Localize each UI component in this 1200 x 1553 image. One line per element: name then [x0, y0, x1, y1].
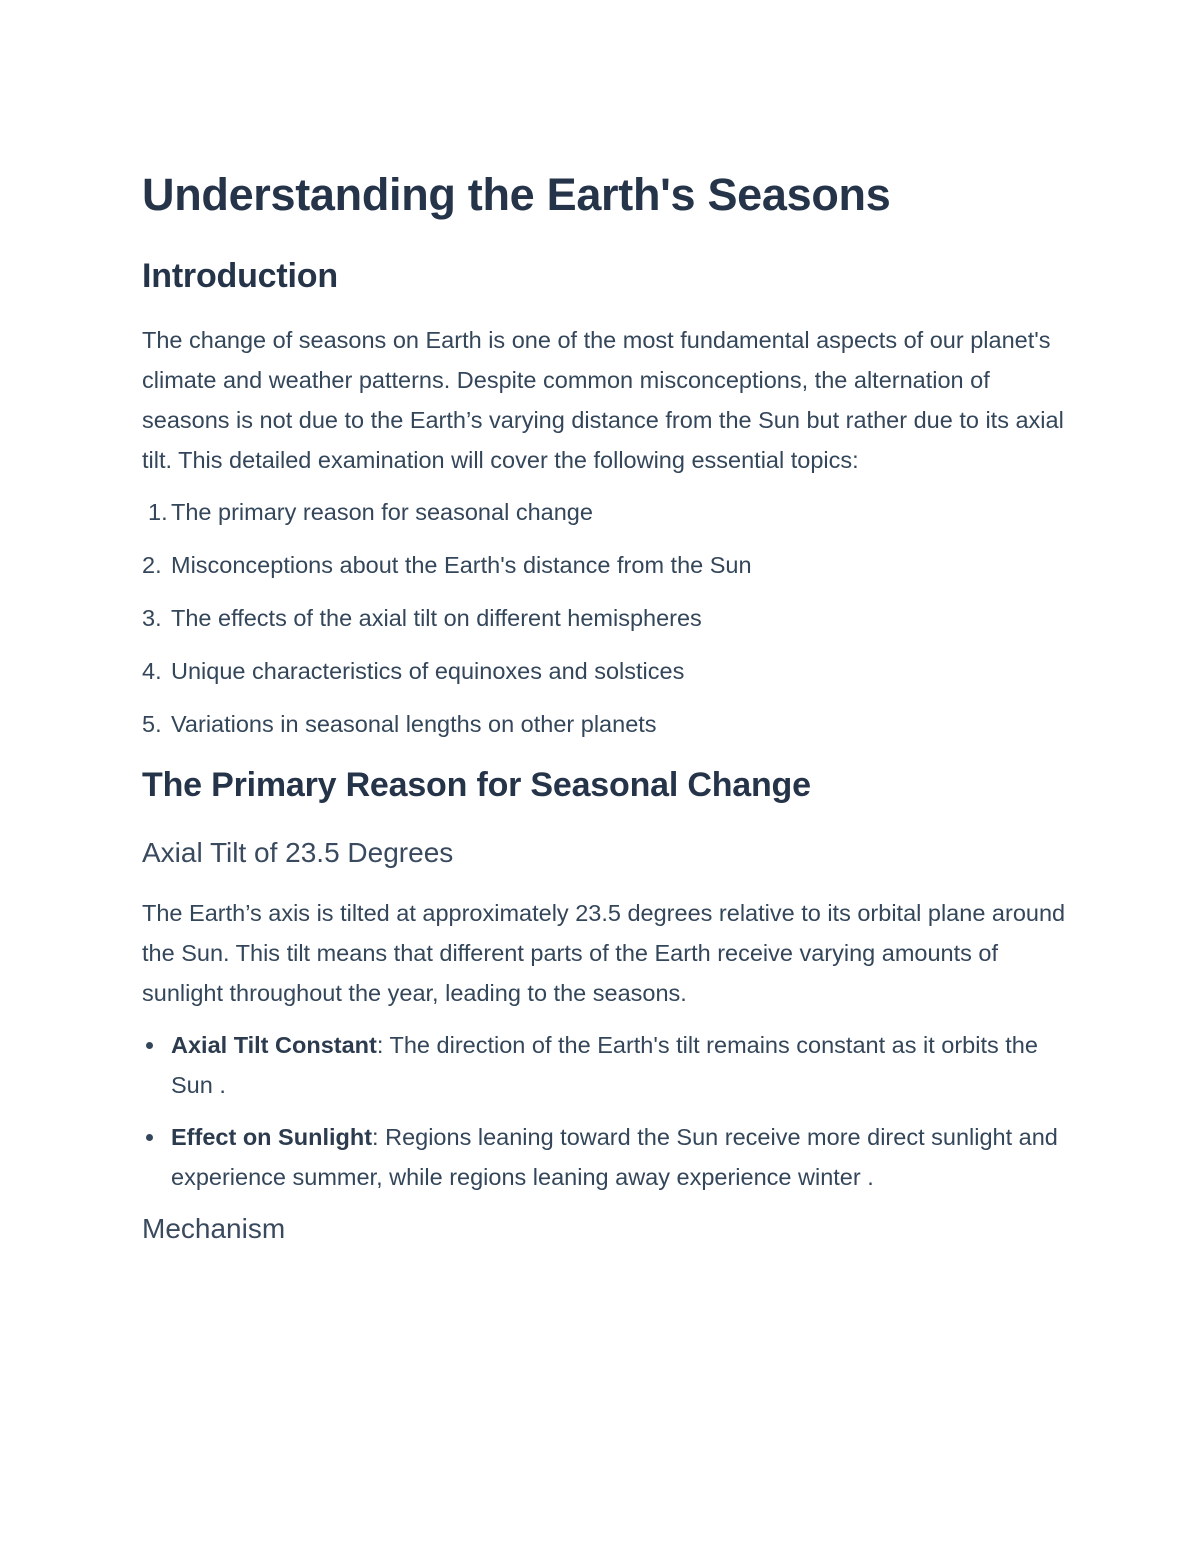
- list-item-text: Variations in seasonal lengths on other planets: [171, 711, 657, 737]
- list-item-number: 3.: [142, 605, 162, 631]
- page-title: Understanding the Earth's Seasons: [142, 169, 891, 220]
- mechanism-heading: Mechanism: [142, 1213, 286, 1244]
- introduction-heading: Introduction: [142, 257, 338, 295]
- bullet-term: Effect on Sunlight: [171, 1124, 373, 1150]
- document-page: [142, 166, 1072, 1247]
- list-item-number: 1.: [148, 499, 168, 525]
- axial-tilt-paragraph: The Earth’s axis is tilted at approximately 23.5 degrees relative to its orbital plane around the Sun. This tilt means that different parts of the Earth receive varying amounts of sunlight throughout the year, leading to the seasons.: [142, 900, 1066, 1006]
- bullet-text: : The direction of the Earth's tilt remains constant as it orbits the Sun .: [171, 1032, 1038, 1098]
- topics-list: [142, 492, 1072, 757]
- axial-tilt-bullets: [142, 1025, 1072, 1197]
- list-item-text: The primary reason for seasonal change: [171, 499, 593, 525]
- list-item-text: Misconceptions about the Earth's distance from the Sun: [171, 552, 752, 578]
- list-item: [142, 704, 1072, 757]
- list-item-number: 5.: [142, 711, 162, 737]
- list-item: [142, 545, 1072, 598]
- bullet-text: : Regions leaning toward the Sun receive more direct sunlight and experience summer, while regions leaning away experience winter .: [171, 1124, 1058, 1190]
- list-item-text: Unique characteristics of equinoxes and solstices: [171, 658, 685, 684]
- list-item: [142, 492, 1072, 545]
- list-item: [142, 1117, 1072, 1197]
- list-item: [142, 1025, 1072, 1105]
- bullet-term: Axial Tilt Constant: [171, 1032, 377, 1058]
- list-item: [142, 651, 1072, 704]
- list-item-number: 4.: [142, 658, 162, 684]
- bullet-icon: [146, 1042, 153, 1049]
- list-item-number: 2.: [142, 552, 162, 578]
- bullet-icon: [146, 1134, 153, 1141]
- primary-reason-heading: The Primary Reason for Seasonal Change: [142, 766, 811, 804]
- list-item: [142, 598, 1072, 651]
- list-item-text: The effects of the axial tilt on different hemispheres: [171, 605, 702, 631]
- axial-tilt-heading: Axial Tilt of 23.5 Degrees: [142, 837, 454, 868]
- introduction-paragraph: The change of seasons on Earth is one of the most fundamental aspects of our planet's climate and weather patterns. Despite common misconceptions, the alternation of seasons is not due to the Earth’s varying distance from the Sun but rather due to its axial tilt. This detailed examination will cover the following essential topics:: [142, 327, 1064, 473]
